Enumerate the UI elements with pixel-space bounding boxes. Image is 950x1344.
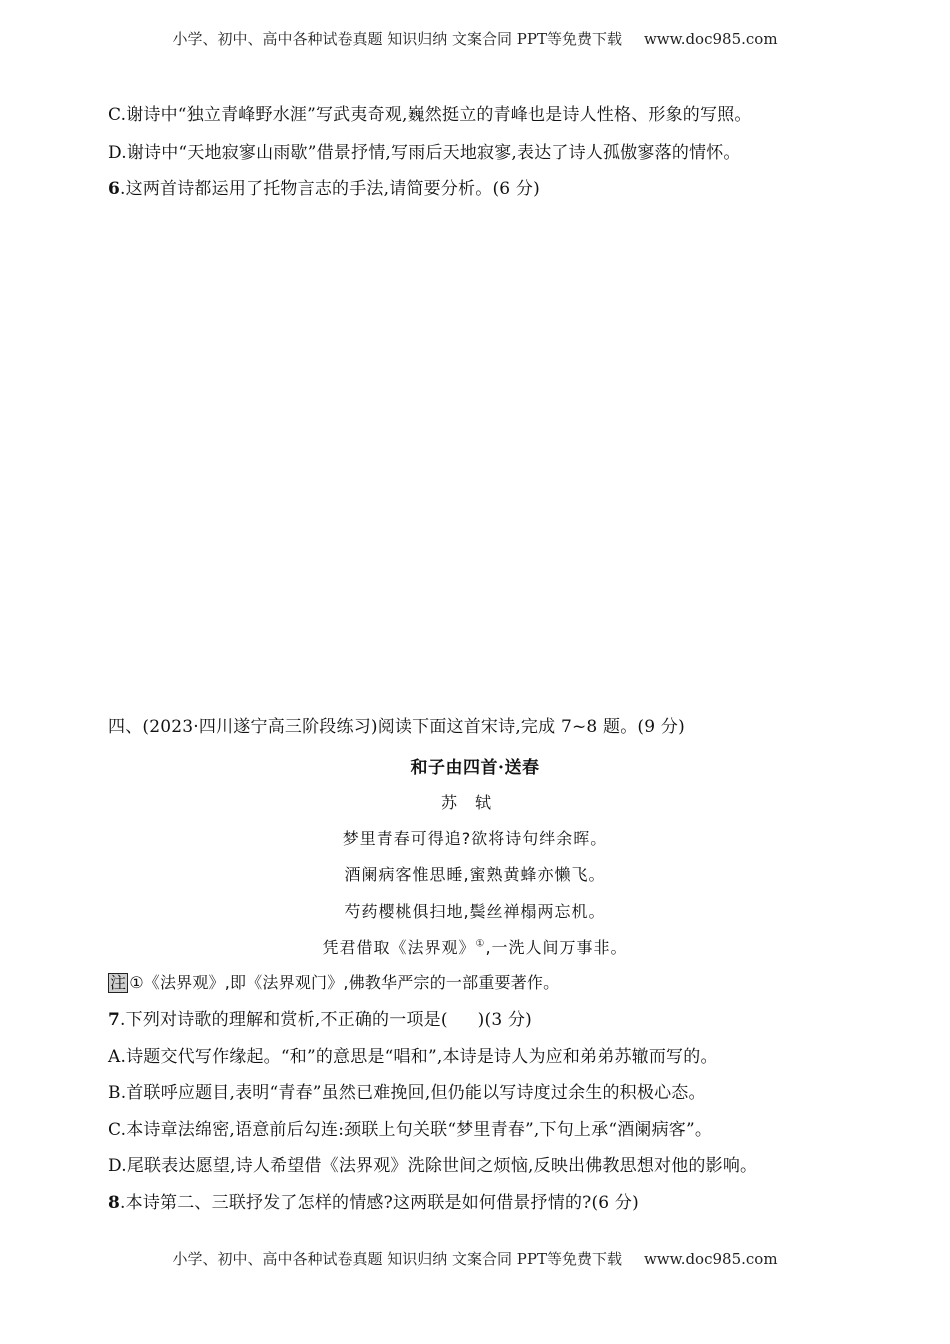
page-footer — [0, 1248, 950, 1269]
question-6 — [108, 178, 540, 200]
option-c-previous: C.谢诗中“独立青峰野水涯”写武夷奇观,巍然挺立的青峰也是诗人性格、形象的写照。 — [108, 105, 752, 125]
footer-url[interactable]: www.doc985.com — [643, 1250, 778, 1268]
question-7 — [108, 1009, 532, 1031]
page-header — [0, 28, 950, 49]
poem-line-4-tail: ,一洗人间万事非。 — [485, 938, 628, 957]
footer-text: 小学、初中、高中各种试卷真题 知识归纳 文案合同 PPT等免费下载 — [172, 1250, 622, 1268]
question-7-text-b: )(3 分) — [477, 1010, 532, 1030]
header-text: 小学、初中、高中各种试卷真题 知识归纳 文案合同 PPT等免费下载 — [172, 30, 622, 48]
question-8-number: 8 — [108, 1193, 121, 1213]
poem-line-4-head: 凭君借取《法界观》 — [322, 938, 476, 957]
poem-line-1: 梦里青春可得追?欲将诗句绊余晖。 — [342, 829, 608, 848]
header-url[interactable]: www.doc985.com — [643, 30, 778, 48]
poem-line-4 — [0, 935, 950, 958]
question-7-option-a: A.诗题交代写作缘起。“和”的意思是“唱和”,本诗是诗人为应和弟弟苏辙而写的。 — [108, 1047, 718, 1067]
poem-line-3: 芍药樱桃俱扫地,鬓丝禅榻两忘机。 — [344, 902, 606, 921]
question-6-number: 6 — [108, 179, 121, 199]
poem-author: 苏轼 — [440, 793, 509, 812]
question-7-option-d: D.尾联表达愿望,诗人希望借《法界观》洗除世间之烦恼,反映出佛教思想对他的影响。 — [108, 1156, 758, 1176]
question-7-text-a: .下列对诗歌的理解和赏析,不正确的一项是( — [120, 1010, 448, 1030]
question-8 — [108, 1192, 639, 1214]
question-7-option-b: B.首联呼应题目,表明“青春”虽然已难挽回,但仍能以写诗度过余生的积极心态。 — [108, 1083, 706, 1103]
question-7-number: 7 — [108, 1010, 121, 1030]
footnote-mark: ① — [475, 938, 486, 950]
poem-note — [108, 972, 559, 994]
question-7-option-c: C.本诗章法绵密,语意前后勾连:颈联上句关联“梦里青春”,下句上承“酒阑病客”。 — [108, 1120, 713, 1140]
note-text: ①《法界观》,即《法界观门》,佛教华严宗的一部重要著作。 — [129, 973, 560, 992]
section-4-heading: 四、(2023·四川遂宁高三阶段练习)阅读下面这首宋诗,完成 7~8 题。(9 分) — [108, 717, 685, 737]
question-8-text: .本诗第二、三联抒发了怎样的情感?这两联是如何借景抒情的?(6 分) — [120, 1193, 639, 1213]
poem-title: 和子由四首·送春 — [410, 758, 540, 778]
question-6-text: .这两首诗都运用了托物言志的手法,请简要分析。(6 分) — [120, 179, 540, 199]
note-tag: 注 — [110, 973, 127, 992]
option-d-previous: D.谢诗中“天地寂寥山雨歇”借景抒情,写雨后天地寂寥,表达了诗人孤傲寥落的情怀。 — [108, 143, 741, 163]
poem-line-2: 酒阑病客惟思睡,蜜熟黄蜂亦懒飞。 — [344, 865, 606, 884]
